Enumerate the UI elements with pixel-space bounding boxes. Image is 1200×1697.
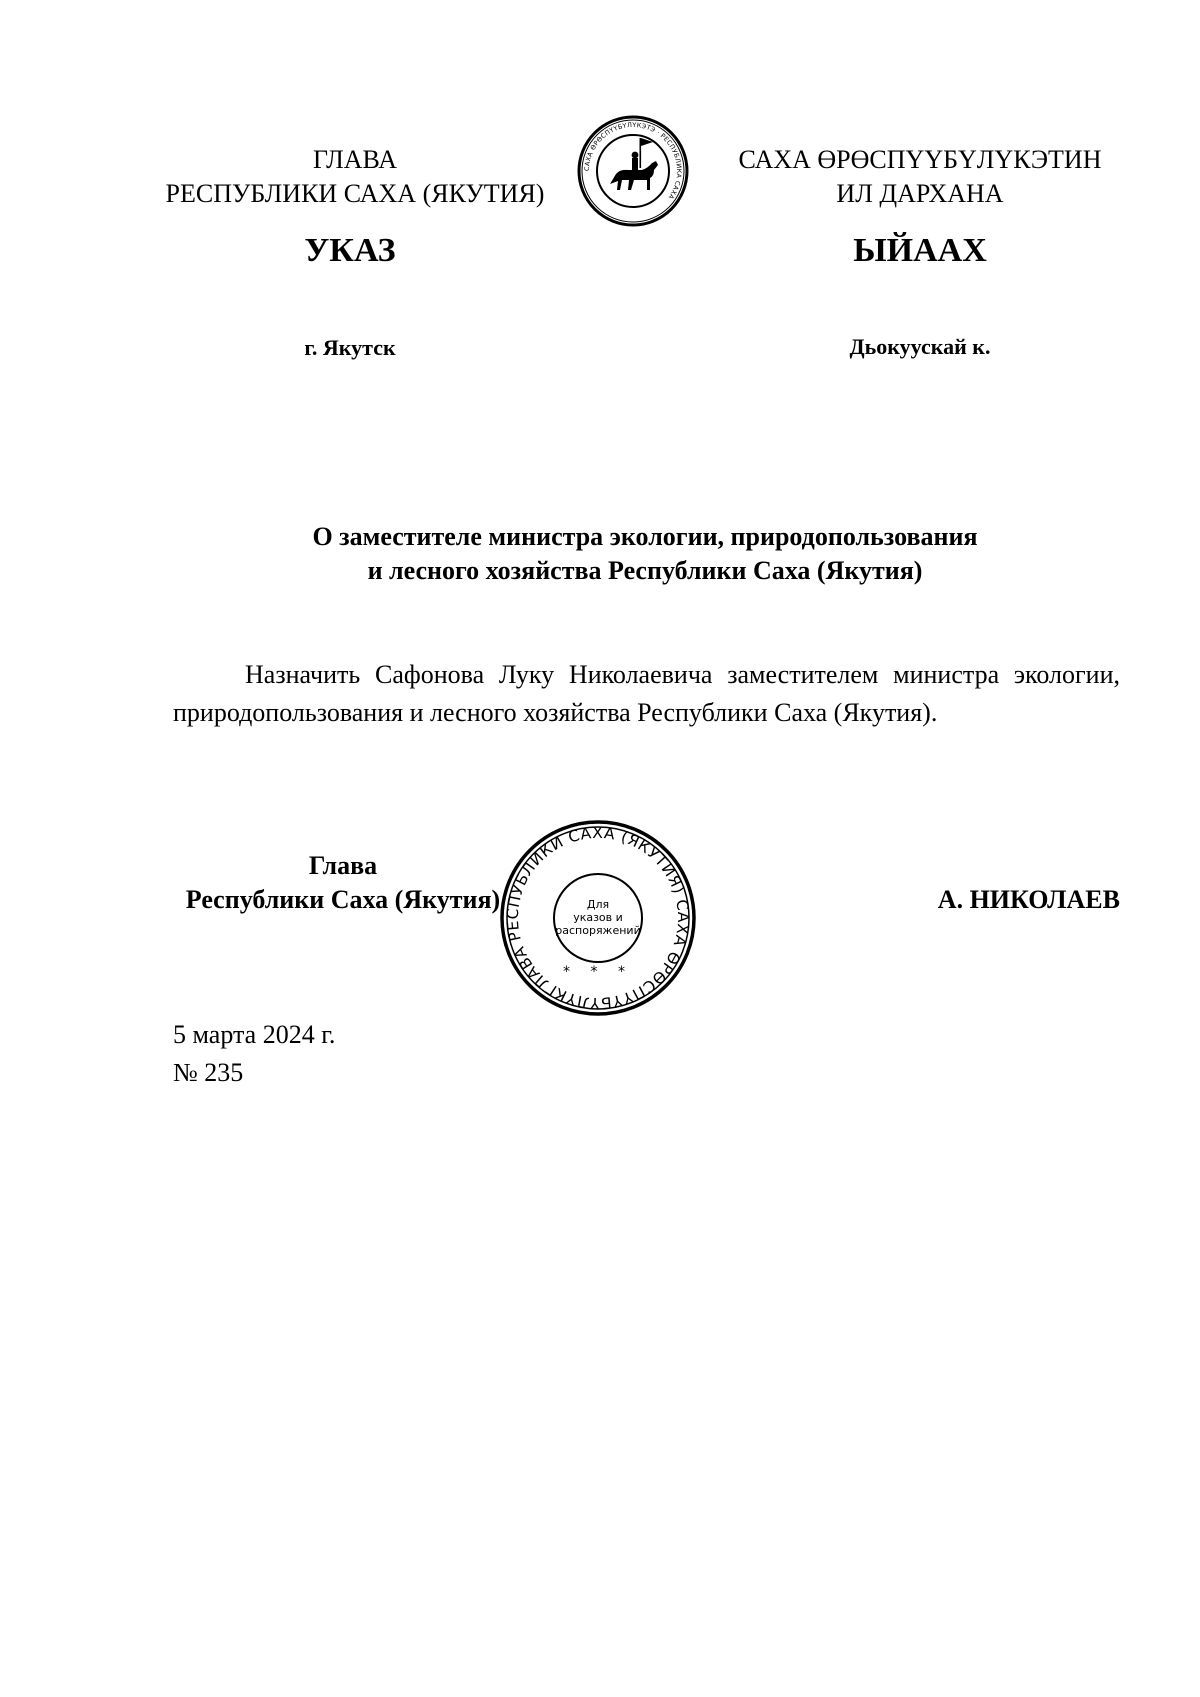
header-left — [140, 143, 570, 211]
signature-title-line1: Глава — [308, 851, 378, 880]
header-right — [700, 143, 1140, 211]
document-date: 5 марта 2024 г. — [173, 1020, 336, 1049]
subject-line2: и лесного хозяйства Республики Саха (Якутия) — [367, 556, 923, 585]
city-right: Дьокуускай к. — [849, 334, 991, 359]
svg-text:Для: Для — [586, 898, 610, 911]
signature-name: А. НИКОЛАЕВ — [937, 885, 1120, 914]
svg-text:ГЛАВА РЕСПУБЛИКИ САХА (ЯКУТИЯ): ГЛАВА РЕСПУБЛИКИ САХА (ЯКУТИЯ) САХА ӨРӨСПҮҮБҮЛҮК — [503, 823, 693, 1013]
body-paragraph: Назначить Сафонова Луку Николаевича заместителем министра экологии, природопользования и лесного хозяйства Республики Саха (Якутия). — [173, 660, 1120, 727]
header-left-line2: РЕСПУБЛИКИ САХА (ЯКУТИЯ) — [165, 179, 545, 208]
doc-type-left: УКАЗ — [304, 232, 396, 269]
subject-line1: О заместителе министра экологии, природопользования — [312, 522, 978, 551]
doc-type-right: ЫЙААХ — [853, 232, 987, 269]
official-stamp — [498, 818, 698, 1018]
header-left-line1: ГЛАВА — [313, 145, 397, 174]
header-right-line2: ИЛ ДАРХАНА — [836, 179, 1004, 208]
svg-text:САХА ӨРӨСПҮҮБҮЛҮКЭТЭ · РЕСПУБЛ: САХА ӨРӨСПҮҮБҮЛҮКЭТЭ · РЕСПУБЛИКА САХА — [582, 120, 684, 201]
signature-title-line2: Республики Саха (Якутия) — [185, 885, 501, 914]
signature-title — [173, 849, 513, 917]
document-number: № 235 — [173, 1058, 244, 1087]
city-left: г. Якутск — [304, 335, 396, 360]
emblem-icon — [576, 114, 690, 228]
svg-text:распоряжений: распоряжений — [555, 924, 641, 937]
svg-text:* * *: * * * — [563, 964, 633, 980]
svg-text:указов и: указов и — [573, 911, 623, 924]
header-right-line1: САХА ӨРӨСПҮҮБҮЛҮКЭТИН — [738, 145, 1102, 174]
document-subject — [160, 520, 1130, 588]
